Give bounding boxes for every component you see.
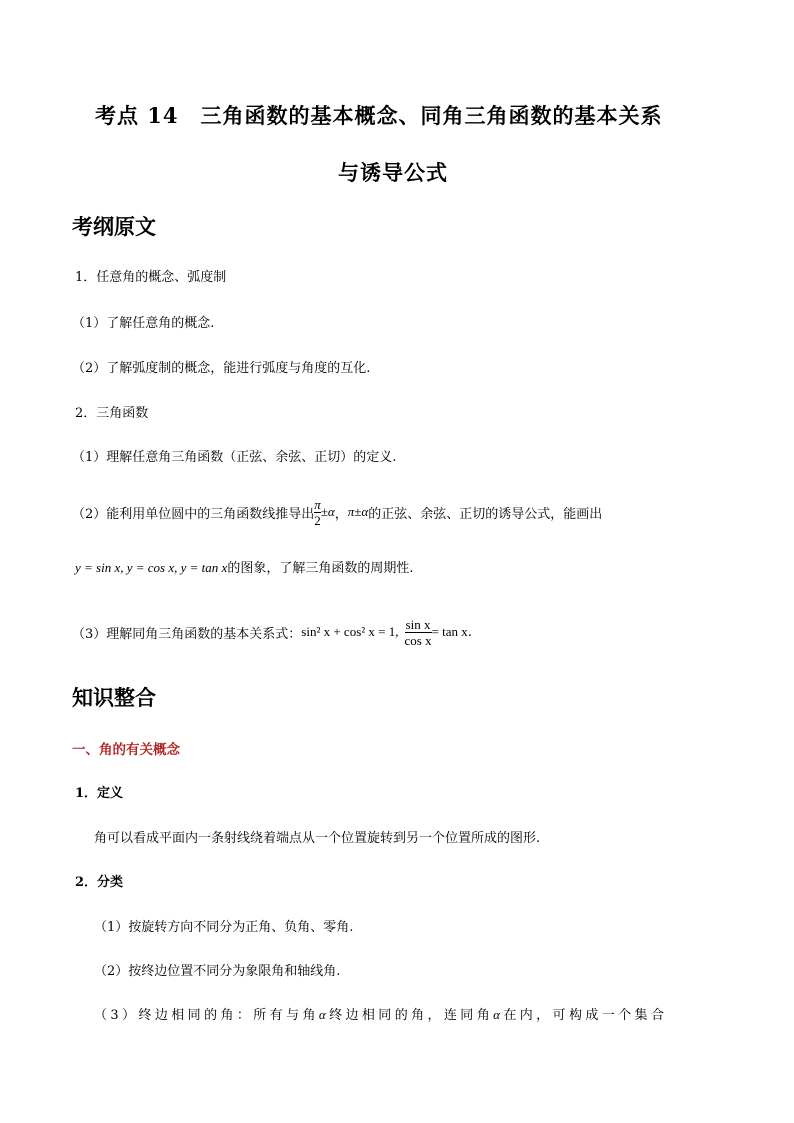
definition-text: 角可以看成平面内一条射线绕着端点从一个位置旋转到另一个位置所成的图形.	[94, 831, 541, 846]
item8-equals-tan: = tan x	[431, 624, 468, 639]
item8-prefix: （3）理解同角三角函数的基本关系式：	[72, 626, 302, 642]
item6-suffix: 的正弦、余弦、正切的诱导公式，能画出	[368, 506, 603, 522]
syllabus-item-6	[72, 490, 602, 534]
item6-prefix: （2）能利用单位圆中的三角函数线推导出	[72, 506, 315, 522]
item3-suffix: 在内，可构成一个集合	[503, 1008, 668, 1023]
section-heading-knowledge: 知识整合	[72, 685, 156, 710]
fraction-denominator: cos x	[404, 632, 432, 648]
fraction-numerator: π	[314, 496, 321, 512]
item7-suffix: 的图象，了解三角函数的周期性.	[227, 561, 414, 576]
classification-item-3	[94, 1004, 667, 1023]
item6-separator: ，	[334, 506, 348, 522]
page-title-line1: 考点 14 三角函数的基本概念、同角三角函数的基本关系	[95, 103, 663, 128]
syllabus-item-3: （2）了解弧度制的概念，能进行弧度与角度的互化.	[72, 361, 371, 376]
fraction-numerator: sin x	[405, 616, 431, 632]
fraction-pi-over-2	[314, 497, 321, 528]
syllabus-item-2: （1）了解任意角的概念.	[72, 316, 215, 331]
syllabus-item-4: 2．三角函数	[75, 406, 149, 421]
item8-end: .	[467, 624, 472, 640]
classification-item-1: （1）按旋转方向不同分为正角、负角、零角.	[94, 920, 354, 935]
syllabus-item-8	[72, 612, 472, 652]
item6-pm-alpha: ±α	[320, 504, 335, 519]
item8-identity: sin² x + cos² x = 1,	[301, 624, 399, 639]
classification-item-2: （2）按终边位置不同分为象限角和轴线角.	[94, 964, 341, 979]
classification-title: 2．分类	[75, 875, 124, 890]
syllabus-item-5: （1）理解任意角三角函数（正弦、余弦、正切）的定义.	[72, 450, 397, 465]
page-title-line2: 与诱导公式	[338, 160, 448, 185]
section-heading-syllabus: 考纲原文	[72, 214, 156, 239]
fraction-denominator: 2	[314, 512, 321, 528]
alpha-symbol: α	[493, 1007, 504, 1022]
item7-formula: y = sin x, y = cos x, y = tan x	[75, 560, 228, 575]
fraction-sin-over-cos	[405, 617, 432, 648]
subheading-angle-concepts: 一、角的有关概念	[72, 742, 180, 758]
item3-prefix: （3）终边相同的角：所有与角	[94, 1008, 319, 1023]
syllabus-item-1: 1．任意角的概念、弧度制	[75, 270, 227, 285]
syllabus-item-7	[75, 557, 413, 576]
alpha-symbol: α	[318, 1007, 330, 1022]
item3-middle: 终边相同的角，连同角	[329, 1008, 494, 1023]
definition-title: 1．定义	[75, 786, 124, 801]
item6-pi-pm-alpha: π±α	[347, 504, 369, 519]
